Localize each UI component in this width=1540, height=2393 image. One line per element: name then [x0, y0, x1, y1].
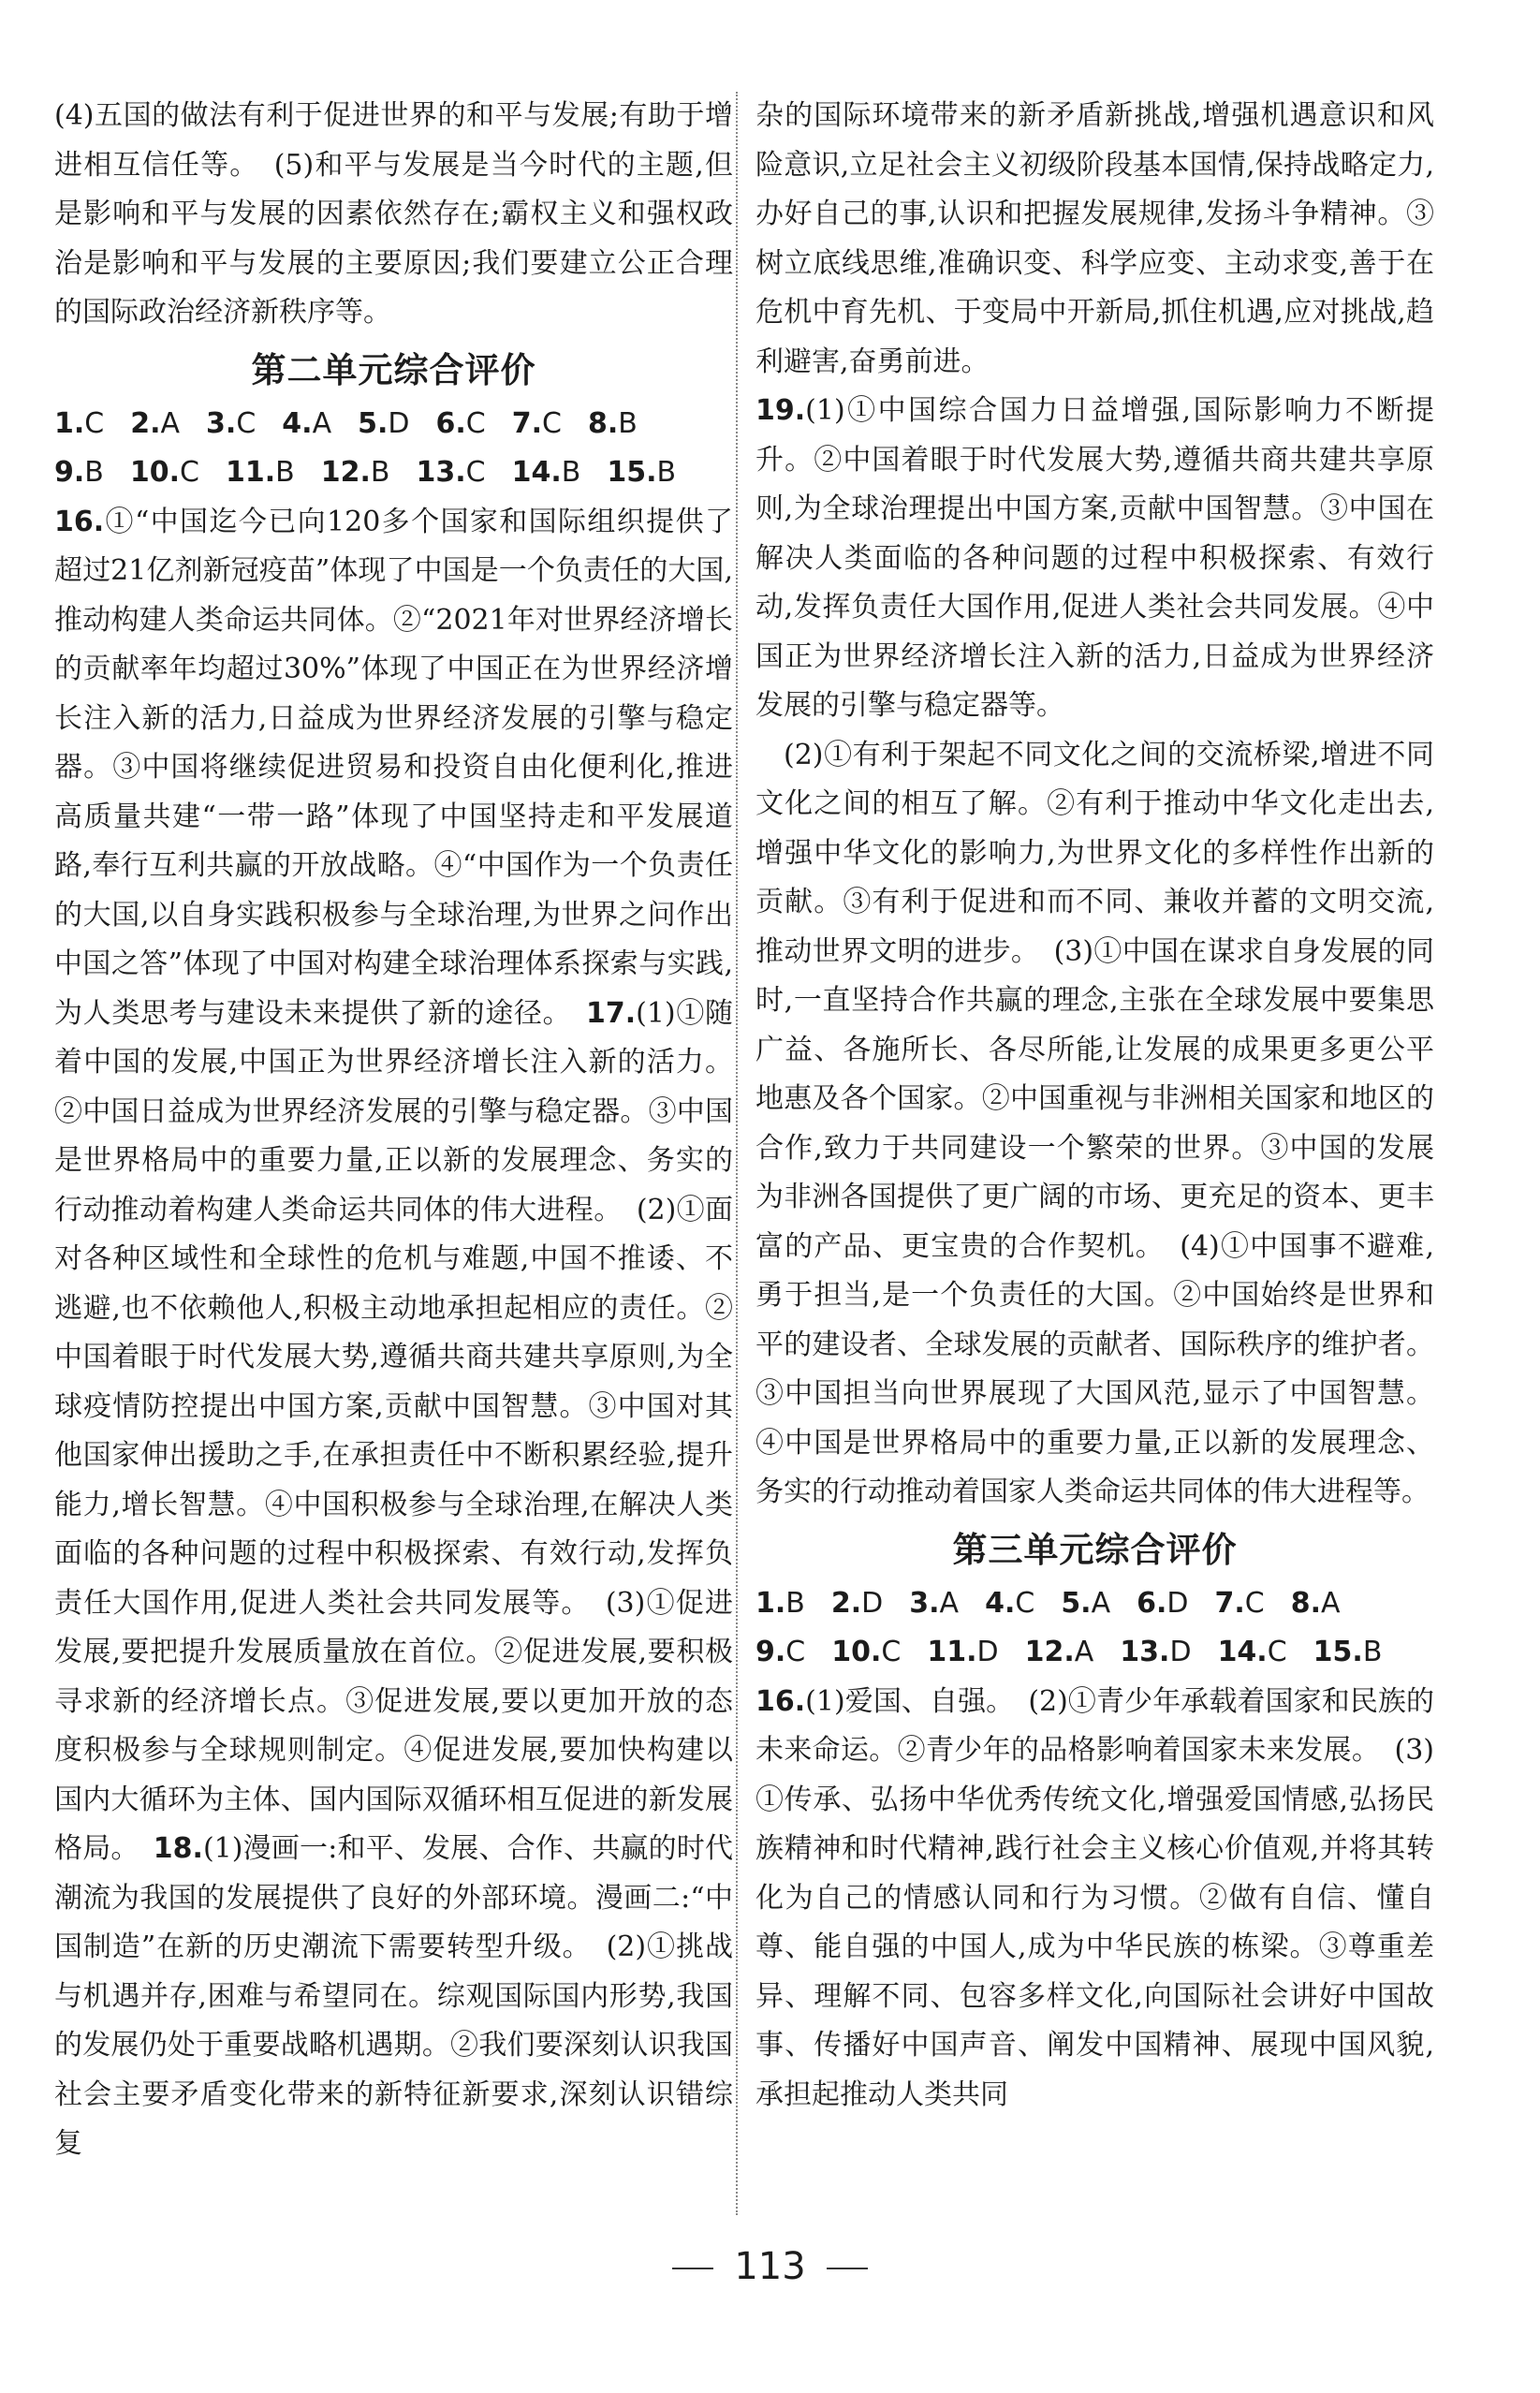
unit2-answers-row2	[54, 448, 733, 498]
answer-item: 3.A	[909, 1586, 960, 1620]
q19-answer-part2: (2)①有利于架起不同文化之间的交流桥梁,增进不同文化之间的相互了解。②有利于推动中华文化走出去,增强中华文化的影响力,为世界文化的多样性作出新的贡献。③有利于促进和而不同、兼收并蓄的文明交流,推动世界文明的进步。 (3)①中国在谋求自身发展的同时,一直坚持合作共赢的理念,主张在全球发展中要集思广益、各施所长、各尽所能,让发展的成果更多更公平地惠及各个国家。②中国重视与非洲相关国家和地区的合作,致力于共同建设一个繁荣的世界。③中国的发展为非洲各国提供了更广阔的市场、更充足的资本、更丰富的产品、更宝贵的合作契机。 (4)①中国事不避难,勇于担当,是一个负责任的大国。②中国始终是世界和平的建设者、全球发展的贡献者、国际秩序的维护者。③中国担当向世界展现了大国风范,显示了中国智慧。④中国是世界格局中的重要力量,正以新的发展理念、务实的行动推动着国家人类命运共同体的伟大进程等。	[755, 738, 1434, 1508]
answer-item: 12.A	[1024, 1636, 1094, 1668]
answer-item: 14.C	[1217, 1636, 1287, 1668]
answer-item: 4.A	[282, 406, 332, 440]
unit3-answers-row2	[755, 1628, 1434, 1678]
unit2-answers-row1	[54, 400, 733, 449]
answer-item: 8.A	[1290, 1586, 1341, 1620]
footer-dash-right	[827, 2268, 868, 2269]
answer-item: 11.B	[225, 456, 295, 489]
answer-item: 7.C	[511, 406, 562, 440]
answer-item: 4.C	[985, 1586, 1035, 1620]
left-intro-paragraph: (4)五国的做法有利于促进世界的和平与发展;有助于增进相互信任等。 (5)和平与发展是当今时代的主题,但是影响和平与发展的因素依然存在;霸权主义和强权政治是影响和平与发展的主要原因;我们要建立公正合理的国际政治经济新秩序等。	[54, 99, 733, 329]
answer-item: 9.C	[755, 1636, 806, 1668]
answer-item: 14.B	[511, 456, 581, 489]
answer-item: 13.C	[416, 456, 486, 489]
page-number: 113	[734, 2245, 806, 2288]
answer-item: 12.B	[320, 456, 390, 489]
unit3-title: 第三单元综合评价	[952, 1528, 1238, 1570]
footer-dash-left	[672, 2268, 713, 2269]
answer-item: 8.B	[587, 406, 638, 440]
unit3-answers-row1	[755, 1579, 1434, 1629]
unit2-title: 第二单元综合评价	[251, 348, 536, 390]
left-column	[54, 92, 733, 2169]
answer-item: 6.D	[1137, 1586, 1189, 1620]
unit2-open-answers: 16.①“中国迄今已向120多个国家和国际组织提供了超过21亿剂新冠疫苗”体现了中国是一个负责任的大国,推动构建人类命运共同体。②“2021年对世界经济增长的贡献率年均超过30%”体现了中国正在为世界经济增长注入新的活力,日益成为世界经济发展的引擎与稳定器。③中国将继续促进贸易和投资自由化便利化,推进高质量共建“一带一路”体现了中国坚持走和平发展道路,奉行互利共赢的开放战略。④“中国作为一个负责任的大国,以自身实践积极参与全球治理,为世界之问作出中国之答”体现了中国对构建全球治理体系探索与实践,为人类思考与建设未来提供了新的途径。 17.(1)①随着中国的发展,中国正为世界经济增长注入新的活力。②中国日益成为世界经济发展的引擎与稳定器。③中国是世界格局中的重要力量,正以新的发展理念、务实的行动推动着构建人类命运共同体的伟大进程。 (2)①面对各种区域性和全球性的危机与难题,中国不推诿、不逃避,也不依赖他人,积极主动地承担起相应的责任。②中国着眼于时代发展大势,遵循共商共建共享原则,为全球疫情防控提出中国方案,贡献中国智慧。③中国对其他国家伸出援助之手,在承担责任中不断积累经验,提升能力,增长智慧。④中国积极参与全球治理,在解决人类面临的各种问题的过程中积极探索、有效行动,发挥负责任大国作用,促进人类社会共同发展等。 (3)①促进发展,要把提升发展质量放在首位。②促进发展,要积极寻求新的经济增长点。③促进发展,要以更加开放的态度积极参与全球规则制定。④促进发展,要加快构建以国内大循环为主体、国内国际双循环相互促进的新发展格局。 18.(1)漫画一:和平、发展、合作、共赢的时代潮流为我国的发展提供了良好的外部环境。漫画二:“中国制造”在新的历史潮流下需要转型升级。 (2)①挑战与机遇并存,困难与希望同在。综观国际国内形势,我国的发展仍处于重要战略机遇期。②我们要深刻认识我国社会主要矛盾变化带来的新特征新要求,深刻认识错综复	[54, 505, 734, 2160]
answer-item: 15.B	[1313, 1636, 1383, 1668]
answer-item: 1.C	[54, 406, 105, 440]
answer-item: 2.A	[130, 406, 181, 440]
column-divider	[736, 92, 738, 2215]
answer-item: 3.C	[206, 406, 257, 440]
answer-item: 10.C	[831, 1636, 902, 1668]
answer-item: 1.B	[755, 1586, 805, 1620]
answer-item: 5.D	[358, 406, 410, 440]
answer-item: 10.C	[129, 456, 199, 489]
q19-answer: 19.(1)①中国综合国力日益增强,国际影响力不断提升。②中国着眼于时代发展大势,遵循共商共建共享原则,为全球治理提出中国方案,贡献中国智慧。③中国在解决人类面临的各种问题的过程中积极探索、有效行动,发挥负责任大国作用,促进人类社会共同发展。④中国正为世界经济增长注入新的活力,日益成为世界经济发展的引擎与稳定器等。	[755, 394, 1434, 722]
answer-item: 13.D	[1120, 1636, 1192, 1668]
answer-item: 5.A	[1061, 1586, 1111, 1620]
answer-item: 6.C	[435, 406, 486, 440]
answer-item: 2.D	[830, 1586, 884, 1620]
right-column	[755, 92, 1434, 2120]
page-footer	[0, 2243, 1540, 2290]
right-continued-paragraph: 杂的国际环境带来的新矛盾新挑战,增强机遇意识和风险意识,立足社会主义初级阶段基本国情,保持战略定力,办好自己的事,认识和把握发展规律,发扬斗争精神。③树立底线思维,准确识变、科学应变、主动求变,善于在危机中育先机、于变局中开新局,抓住机遇,应对挑战,趋利避害,奋勇前进。	[755, 99, 1434, 378]
answer-item: 11.D	[927, 1636, 999, 1668]
answer-item: 7.C	[1214, 1586, 1265, 1620]
answer-item: 15.B	[607, 456, 677, 489]
unit3-q16-answer: 16.(1)爱国、自强。 (2)①青少年承载着国家和民族的未来命运。②青少年的品格影响着国家未来发展。 (3)①传承、弘扬中华优秀传统文化,增强爱国情感,弘扬民族精神和时代精神,践行社会主义核心价值观,并将其转化为自己的情感认同和行为习惯。②做有自信、懂自尊、能自强的中国人,成为中华民族的栋梁。③尊重差异、理解不同、包容多样文化,向国际社会讲好中国故事、传播好中国声音、阐发中国精神、展现中国风貌,承担起推动人类共同	[755, 1684, 1434, 2111]
answer-item: 9.B	[54, 456, 104, 489]
